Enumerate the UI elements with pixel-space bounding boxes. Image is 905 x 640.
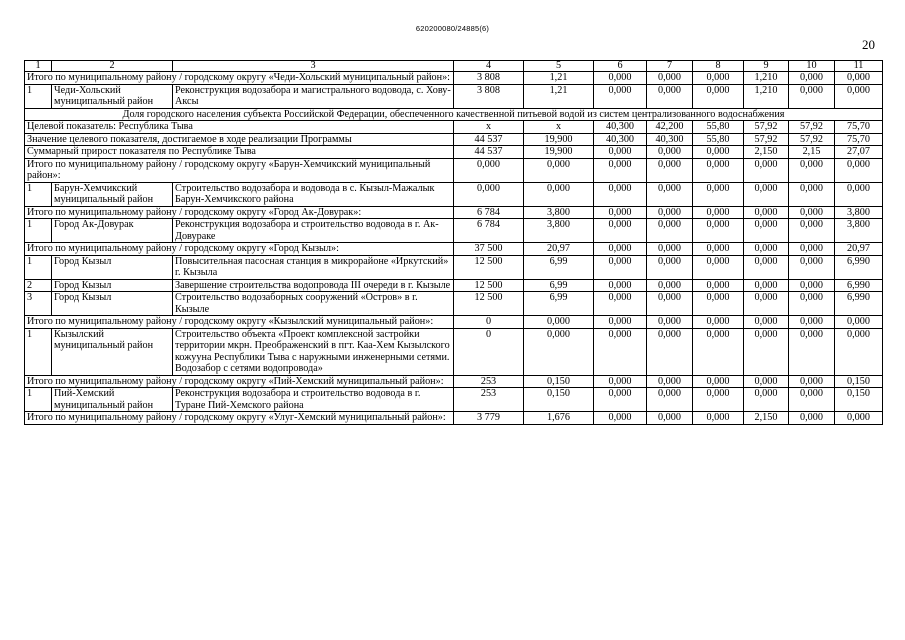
value-cell: 0,000 <box>789 255 835 279</box>
municipality-name: Город Кызыл <box>52 279 173 292</box>
table-body <box>25 61 883 425</box>
value-cell: 44 537 <box>454 133 524 146</box>
program-table <box>24 60 883 425</box>
value-cell: 12 500 <box>454 279 524 292</box>
value-cell: 0,000 <box>647 388 693 412</box>
value-cell: 0,000 <box>524 328 594 375</box>
value-cell: 6 784 <box>454 219 524 243</box>
row-number: 2 <box>25 279 52 292</box>
value-cell: 57,92 <box>744 133 789 146</box>
table-row <box>25 182 883 206</box>
value-cell: 0,150 <box>524 375 594 388</box>
value-cell: 37 500 <box>454 243 524 256</box>
value-cell: 55,80 <box>693 133 744 146</box>
value-cell: 0,000 <box>594 292 647 316</box>
total-label: Итого по муниципальному району / городскому округу «Кызылский муниципальный район»: <box>25 316 454 329</box>
value-cell: 0,000 <box>594 182 647 206</box>
value-cell: 44 537 <box>454 146 524 159</box>
value-cell: 6 784 <box>454 206 524 219</box>
municipality-name: Кызылский муниципальный район <box>52 328 173 375</box>
value-cell: x <box>454 121 524 134</box>
table-row <box>25 388 883 412</box>
page-number: 20 <box>862 37 875 52</box>
project-description: Завершение строительства водопровода III очереди в г. Кызыле <box>173 279 454 292</box>
value-cell: 0,000 <box>789 412 835 425</box>
total-label: Целевой показатель: Республика Тыва <box>25 121 454 134</box>
value-cell: 3 779 <box>454 412 524 425</box>
project-description: Строительство водозабора и водовода в с. Кызыл-Мажалык Барун-Хемчикского района <box>173 182 454 206</box>
value-cell: 0,000 <box>594 412 647 425</box>
value-cell: 253 <box>454 375 524 388</box>
value-cell: 0,000 <box>647 316 693 329</box>
row-number: 1 <box>25 328 52 375</box>
value-cell: 6,990 <box>835 292 883 316</box>
value-cell: 0,000 <box>789 388 835 412</box>
value-cell: 0,000 <box>693 219 744 243</box>
value-cell: 0,000 <box>789 292 835 316</box>
municipality-name: Барун-Хемчикский муниципальный район <box>52 182 173 206</box>
value-cell: 0,000 <box>693 72 744 85</box>
value-cell: 0,000 <box>693 375 744 388</box>
value-cell: 0,000 <box>789 219 835 243</box>
value-cell: 0,000 <box>835 316 883 329</box>
table-row <box>25 219 883 243</box>
value-cell: 0,000 <box>524 182 594 206</box>
value-cell: 1,210 <box>744 72 789 85</box>
value-cell: 0 <box>454 316 524 329</box>
value-cell: 20,97 <box>835 243 883 256</box>
value-cell: 3 808 <box>454 72 524 85</box>
value-cell: 55,80 <box>693 121 744 134</box>
table-row <box>25 84 883 108</box>
total-label: Итого по муниципальному району / городскому округу «Город Ак-Довурак»: <box>25 206 454 219</box>
value-cell: 0,000 <box>647 328 693 375</box>
municipality-name: Город Кызыл <box>52 255 173 279</box>
value-cell: 1,210 <box>744 84 789 108</box>
value-cell: 40,300 <box>647 133 693 146</box>
value-cell: 0,000 <box>789 206 835 219</box>
value-cell: 19,900 <box>524 133 594 146</box>
value-cell: 12 500 <box>454 292 524 316</box>
value-cell: 3 808 <box>454 84 524 108</box>
value-cell: 0,000 <box>744 292 789 316</box>
value-cell: 0,000 <box>789 375 835 388</box>
value-cell: 0,000 <box>744 206 789 219</box>
project-description: Строительство водозаборных сооружений «Остров» в г. Кызыле <box>173 292 454 316</box>
value-cell: 2,150 <box>744 412 789 425</box>
total-label: Итого по муниципальному району / городскому округу «Барун-Хемчикский муниципальный район»: <box>25 158 454 182</box>
municipality-name: Чеди-Хольский муниципальный район <box>52 84 173 108</box>
col-header: 11 <box>835 61 883 72</box>
total-row <box>25 121 883 134</box>
value-cell: 0,000 <box>647 219 693 243</box>
total-row <box>25 316 883 329</box>
value-cell: 0,000 <box>647 412 693 425</box>
value-cell: 6,99 <box>524 292 594 316</box>
value-cell: 0,000 <box>594 375 647 388</box>
col-header: 6 <box>594 61 647 72</box>
value-cell: 0,150 <box>835 375 883 388</box>
section-title: Доля городского населения субъекта Российской Федерации, обеспеченного качественной питьевой водой из систем централизованного водоснабжения <box>25 108 883 121</box>
value-cell: 75,70 <box>835 133 883 146</box>
total-label: Итого по муниципальному району / городскому округу «Улуг-Хемский муниципальный район»: <box>25 412 454 425</box>
value-cell: 0,000 <box>835 72 883 85</box>
value-cell: 0,000 <box>594 279 647 292</box>
value-cell: 6,990 <box>835 255 883 279</box>
value-cell: 0,000 <box>647 255 693 279</box>
total-row <box>25 158 883 182</box>
project-description: Реконструкция водозабора и магистрального водовода, с. Хову-Аксы <box>173 84 454 108</box>
value-cell: 0,000 <box>693 279 744 292</box>
value-cell: 0,000 <box>744 158 789 182</box>
value-cell: 0,000 <box>789 316 835 329</box>
total-label: Итого по муниципальному району / городскому округу «Пий-Хемский муниципальный район»: <box>25 375 454 388</box>
value-cell: 0,000 <box>594 158 647 182</box>
col-header: 8 <box>693 61 744 72</box>
project-description: Реконструкция водозабора и строительство водовода в г. Туране Пий-Хемского района <box>173 388 454 412</box>
value-cell: 0,000 <box>524 158 594 182</box>
value-cell: 0,150 <box>835 388 883 412</box>
value-cell: 0,000 <box>647 84 693 108</box>
total-row <box>25 375 883 388</box>
value-cell: 0,000 <box>693 158 744 182</box>
total-row <box>25 412 883 425</box>
value-cell: 0,000 <box>647 243 693 256</box>
col-header: 4 <box>454 61 524 72</box>
value-cell: 27,07 <box>835 146 883 159</box>
total-row <box>25 133 883 146</box>
value-cell: 0,000 <box>835 158 883 182</box>
section-row <box>25 108 883 121</box>
value-cell: 12 500 <box>454 255 524 279</box>
value-cell: 0,000 <box>693 388 744 412</box>
col-header: 10 <box>789 61 835 72</box>
value-cell: 75,70 <box>835 121 883 134</box>
table-row <box>25 328 883 375</box>
municipality-name: Город Кызыл <box>52 292 173 316</box>
value-cell: 0,000 <box>647 72 693 85</box>
project-description: Строительство объекта «Проект комплексной застройки территории мкрн. Преображенский в пгт. Каа-Хем Кызылского кожууна Республики Тыва с наружными инженерными сетями. Водозабор с сетями водопровода» <box>173 328 454 375</box>
value-cell: 0,000 <box>594 219 647 243</box>
total-row <box>25 72 883 85</box>
value-cell: 42,200 <box>647 121 693 134</box>
value-cell: 0,000 <box>647 158 693 182</box>
value-cell: 0,000 <box>693 182 744 206</box>
value-cell: 0,000 <box>647 292 693 316</box>
value-cell: 0,000 <box>454 182 524 206</box>
row-number: 1 <box>25 255 52 279</box>
value-cell: 0,000 <box>647 279 693 292</box>
project-description: Реконструкция водозабора и строительство водовода в г. Ак-Довураке <box>173 219 454 243</box>
value-cell: 0,000 <box>693 328 744 375</box>
value-cell: 3,800 <box>524 206 594 219</box>
col-header: 5 <box>524 61 594 72</box>
column-number-row <box>25 61 883 72</box>
value-cell: 40,300 <box>594 121 647 134</box>
value-cell: 0,000 <box>693 206 744 219</box>
table-row <box>25 292 883 316</box>
project-description: Повысительная пасосная станция в микрорайоне «Иркутский» г. Кызыла <box>173 255 454 279</box>
col-header: 3 <box>173 61 454 72</box>
value-cell: 0,000 <box>647 206 693 219</box>
value-cell: 0,000 <box>594 316 647 329</box>
row-number: 1 <box>25 182 52 206</box>
value-cell: 253 <box>454 388 524 412</box>
value-cell: x <box>524 121 594 134</box>
value-cell: 0,000 <box>693 255 744 279</box>
value-cell: 1,21 <box>524 84 594 108</box>
value-cell: 0,000 <box>647 146 693 159</box>
value-cell: 0,000 <box>744 255 789 279</box>
value-cell: 0,000 <box>835 182 883 206</box>
value-cell: 0,000 <box>744 182 789 206</box>
total-label: Суммарный прирост показателя по Республике Тыва <box>25 146 454 159</box>
total-label: Итого по муниципальному району / городскому округу «Чеди-Хольский муниципальный район»: <box>25 72 454 85</box>
value-cell: 0,000 <box>744 328 789 375</box>
value-cell: 0,000 <box>693 316 744 329</box>
value-cell: 57,92 <box>789 121 835 134</box>
total-row <box>25 206 883 219</box>
document-id: 620200080/24885(6) <box>415 24 490 33</box>
value-cell: 3,800 <box>524 219 594 243</box>
value-cell: 0,000 <box>693 412 744 425</box>
value-cell: 0,000 <box>693 292 744 316</box>
value-cell: 2,150 <box>744 146 789 159</box>
value-cell: 0,000 <box>594 146 647 159</box>
value-cell: 6,99 <box>524 255 594 279</box>
value-cell: 57,92 <box>789 133 835 146</box>
value-cell: 0,000 <box>744 388 789 412</box>
value-cell: 6,99 <box>524 279 594 292</box>
value-cell: 0,000 <box>594 328 647 375</box>
table-row <box>25 279 883 292</box>
value-cell: 0,000 <box>789 243 835 256</box>
municipality-name: Город Ак-Довурак <box>52 219 173 243</box>
total-row <box>25 146 883 159</box>
value-cell: 1,676 <box>524 412 594 425</box>
col-header: 2 <box>52 61 173 72</box>
value-cell: 0,000 <box>789 279 835 292</box>
value-cell: 0,150 <box>524 388 594 412</box>
value-cell: 0,000 <box>594 243 647 256</box>
total-label: Значение целевого показателя, достигаемое в ходе реализации Программы <box>25 133 454 146</box>
value-cell: 0,000 <box>594 84 647 108</box>
value-cell: 0,000 <box>835 328 883 375</box>
value-cell: 0,000 <box>744 316 789 329</box>
value-cell: 0,000 <box>594 255 647 279</box>
value-cell: 0 <box>454 328 524 375</box>
municipality-name: Пий-Хемский муниципальный район <box>52 388 173 412</box>
col-header: 9 <box>744 61 789 72</box>
value-cell: 20,97 <box>524 243 594 256</box>
total-row <box>25 243 883 256</box>
value-cell: 0,000 <box>789 328 835 375</box>
value-cell: 0,000 <box>744 219 789 243</box>
value-cell: 2,15 <box>789 146 835 159</box>
value-cell: 0,000 <box>744 243 789 256</box>
value-cell: 0,000 <box>744 375 789 388</box>
value-cell: 0,000 <box>647 375 693 388</box>
value-cell: 0,000 <box>524 316 594 329</box>
value-cell: 0,000 <box>594 206 647 219</box>
value-cell: 0,000 <box>693 146 744 159</box>
value-cell: 0,000 <box>789 84 835 108</box>
row-number: 3 <box>25 292 52 316</box>
total-label: Итого по муниципальному району / городскому округу «Город Кызыл»: <box>25 243 454 256</box>
value-cell: 1,21 <box>524 72 594 85</box>
value-cell: 0,000 <box>789 182 835 206</box>
table-row <box>25 255 883 279</box>
value-cell: 3,800 <box>835 206 883 219</box>
value-cell: 3,800 <box>835 219 883 243</box>
value-cell: 0,000 <box>647 182 693 206</box>
value-cell: 0,000 <box>454 158 524 182</box>
value-cell: 0,000 <box>835 412 883 425</box>
row-number: 1 <box>25 388 52 412</box>
value-cell: 57,92 <box>744 121 789 134</box>
col-header: 1 <box>25 61 52 72</box>
value-cell: 0,000 <box>744 279 789 292</box>
value-cell: 6,990 <box>835 279 883 292</box>
value-cell: 0,000 <box>594 388 647 412</box>
value-cell: 0,000 <box>594 72 647 85</box>
value-cell: 19,900 <box>524 146 594 159</box>
col-header: 7 <box>647 61 693 72</box>
row-number: 1 <box>25 219 52 243</box>
value-cell: 0,000 <box>789 158 835 182</box>
row-number: 1 <box>25 84 52 108</box>
value-cell: 0,000 <box>693 84 744 108</box>
value-cell: 0,000 <box>835 84 883 108</box>
value-cell: 0,000 <box>789 72 835 85</box>
value-cell: 0,000 <box>693 243 744 256</box>
value-cell: 40,300 <box>594 133 647 146</box>
